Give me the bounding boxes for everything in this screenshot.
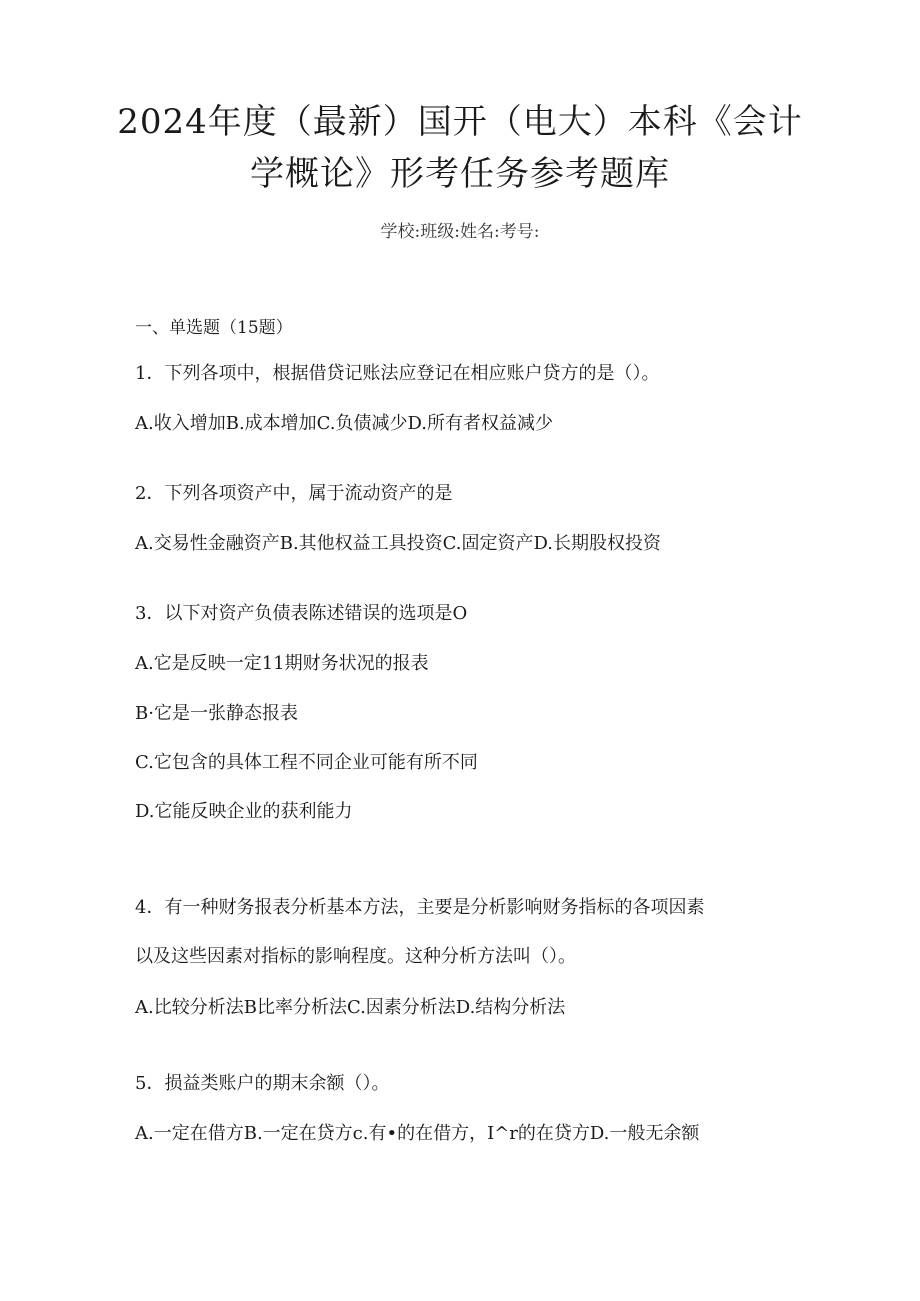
- document-title: [110, 96, 810, 200]
- question-4-stem-line-2: 以及这些因素对指标的影响程度。这种分析方法叫（）。: [135, 946, 576, 967]
- student-info-line: 学校:班级:姓名:考号:: [380, 222, 540, 242]
- question-4-stem-line-1: 4．有一种财务报表分析基本方法，主要是分析影响财务指标的各项因素: [135, 897, 705, 918]
- question-3-option-c: C.它包含的具体工程不同企业可能有所不同: [135, 752, 478, 773]
- question-1-options: A.收入增加B.成本增加C.负债减少D.所有者权益减少: [135, 413, 554, 434]
- question-2-stem: 2．下列各项资产中，属于流动资产的是: [135, 483, 453, 504]
- question-3-option-a: A.它是反映一定11期财务状况的报表: [135, 653, 429, 674]
- question-3-stem: 3．以下对资产负债表陈述错误的选项是O: [135, 603, 468, 624]
- title-line-1: 2024年度（最新）国开（电大）本科《会计: [117, 102, 803, 142]
- question-1-stem: 1．下列各项中，根据借贷记账法应登记在相应账户贷方的是（）。: [135, 363, 660, 384]
- question-4-options: A.比较分析法B比率分析法C.因素分析法D.结构分析法: [135, 997, 566, 1018]
- question-5-options: A.一定在借方B.一定在贷方c.有•的在借方，I^r的在贷方D.一般无余额: [135, 1123, 700, 1144]
- title-line-2: 学概论》形考任务参考题库: [250, 154, 670, 194]
- question-3-option-d: D.它能反映企业的获利能力: [135, 801, 353, 822]
- section-heading: 一、单选题（15题）: [135, 318, 293, 338]
- question-2-options: A.交易性金融资产B.其他权益工具投资C.固定资产D.长期股权投资: [135, 533, 662, 554]
- question-5-stem: 5．损益类账户的期末余额（）。: [135, 1073, 390, 1094]
- question-3-option-b: B·它是一张静态报表: [135, 703, 298, 724]
